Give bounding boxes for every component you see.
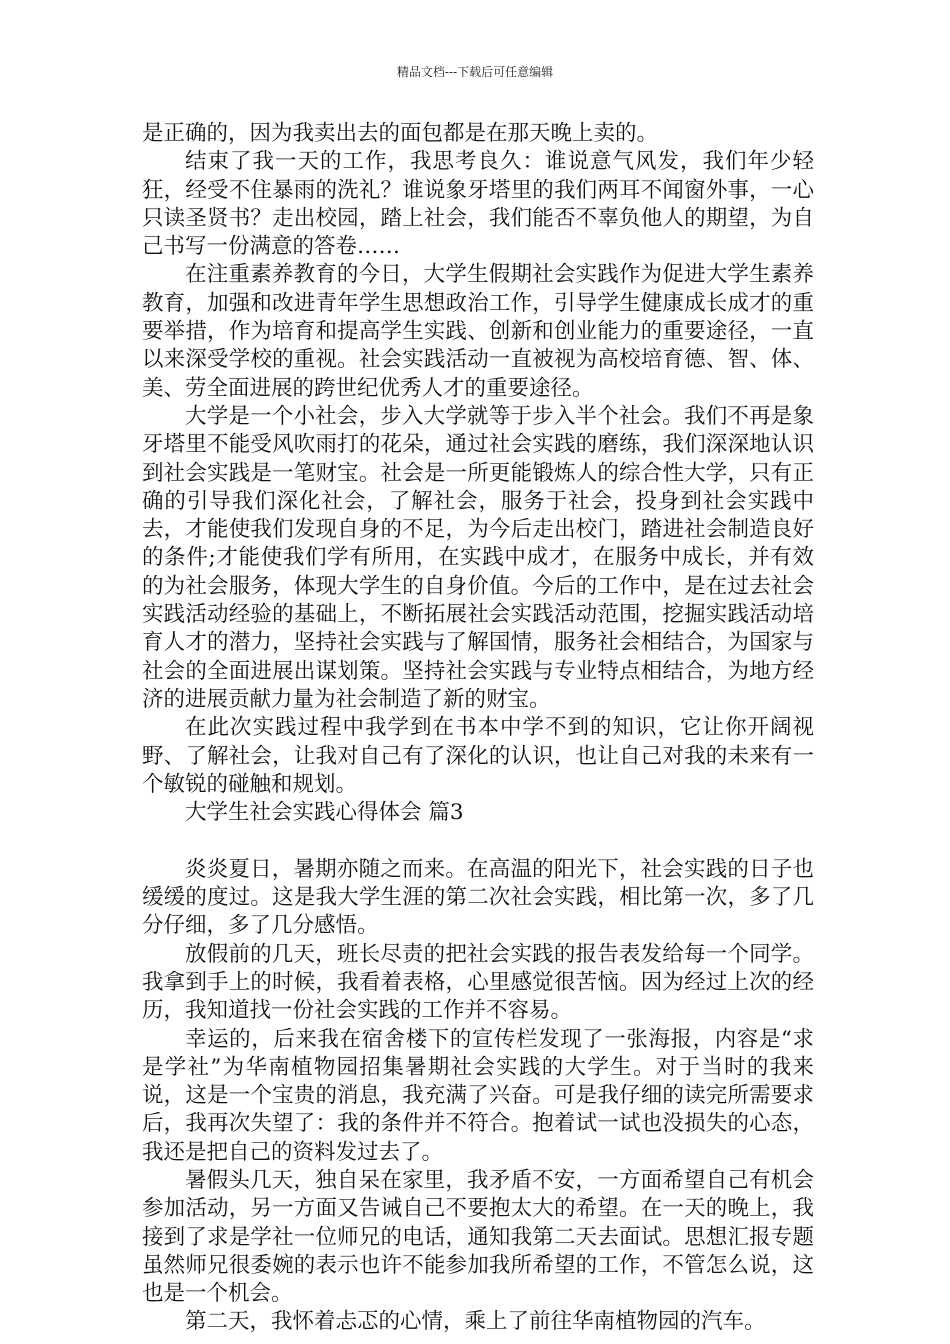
page-header: 精品文档---下载后可任意编辑 — [396, 65, 554, 79]
paragraph: 大学是一个小社会，步入大学就等于步入半个社会。我们不再是象牙塔里不能受风吹雨打的花朵，通过社会实践的磨练，我们深深地认识到社会实践是一笔财宝。社会是一所更能锻炼人的综合性大学，只有正确的引导我们深化社会，了解社会，服务于社会，投身到社会实践中去，才能使我们发现自身的不足，为今后走出校门，踏进社会制造良好的条件;才能使我们学有所用，在实践中成才，在服务中成长，并有效的为社会服务，体现大学生的自身价值。今后的工作中，是在过去社会实践活动经验的基础上，不断拓展社会实践活动范围，挖掘实践活动培育人才的潜力，坚持社会实践与了解国情，服务社会相结合，为国家与社会的全面进展出谋划策。坚持社会实践与专业特点相结合，为地方经济的进展贡献力量为社会制造了新的财宝。 — [142, 403, 814, 712]
paragraph: 放假前的几天，班长尽责的把社会实践的报告表发给每一个同学。我拿到手上的时候，我看着表格，心里感觉很苦恼。因为经过上次的经历，我知道找一份社会实践的工作并不容易。 — [142, 941, 814, 1024]
section-heading: 大学生社会实践心得体会 篇3 — [185, 800, 464, 826]
paragraph: 幸运的，后来我在宿舍楼下的宣传栏发现了一张海报，内容是“求是学社”为华南植物园招集暑期社会实践的大学生。对于当时的我来说，这是一个宝贵的消息，我充满了兴奋。可是我仔细的读完所需要求后，我再次失望了：我的条件并不符合。抱着试一试也没损失的心态，我还是把自己的资料发过去了。 — [142, 1026, 814, 1165]
paragraph: 在此次实践过程中我学到在书本中学不到的知识，它让你开阔视野、了解社会，让我对自己有了深化的认识，也让自己对我的未来有一个敏锐的碰触和规划。 — [142, 715, 814, 797]
paragraph: 是正确的，因为我卖出去的面包都是在那天晚上卖的。 — [142, 121, 659, 146]
paragraph: 炎炎夏日，暑期亦随之而来。在高温的阳光下，社会实践的日子也缓缓的度过。这是我大学生涯的第二次社会实践，相比第一次，多了几分仔细，多了几分感悟。 — [142, 856, 814, 939]
paragraph: 第二天，我怀着忐忑的心情，乘上了前往华南植物园的汽车。 — [185, 1309, 766, 1335]
paragraph: 结束了我一天的工作，我思考良久：谁说意气风发，我们年少轻狂，经受不住暴雨的洗礼？谁说象牙塔里的我们两耳不闻窗外事，一心只读圣贤书？走出校园，踏上社会，我们能否不辜负他人的期望，为自己书写一份满意的答卷…… — [142, 149, 814, 260]
paragraph: 在注重素养教育的今日，大学生假期社会实践作为促进大学生素养教育，加强和改进青年学生思想政治工作，引导学生健康成长成才的重要举措，作为培育和提高学生实践、创新和创业能力的重要途径，一直以来深受学校的重视。社会实践活动一直被视为高校培育德、智、体、美、劳全面进展的跨世纪优秀人才的重要途径。 — [142, 262, 814, 401]
paragraph: 暑假头几天，独自呆在家里，我矛盾不安，一方面希望自己有机会参加活动，另一方面又告诫自己不要抱太大的希望。在一天的晚上，我接到了求是学社一位师兄的电话，通知我第二天去面试。思想汇报专题虽然师兄很委婉的表示也许不能参加我所希望的工作，不管怎么说，这也是一个机会。 — [142, 1167, 814, 1307]
document-body — [142, 120, 814, 1337]
